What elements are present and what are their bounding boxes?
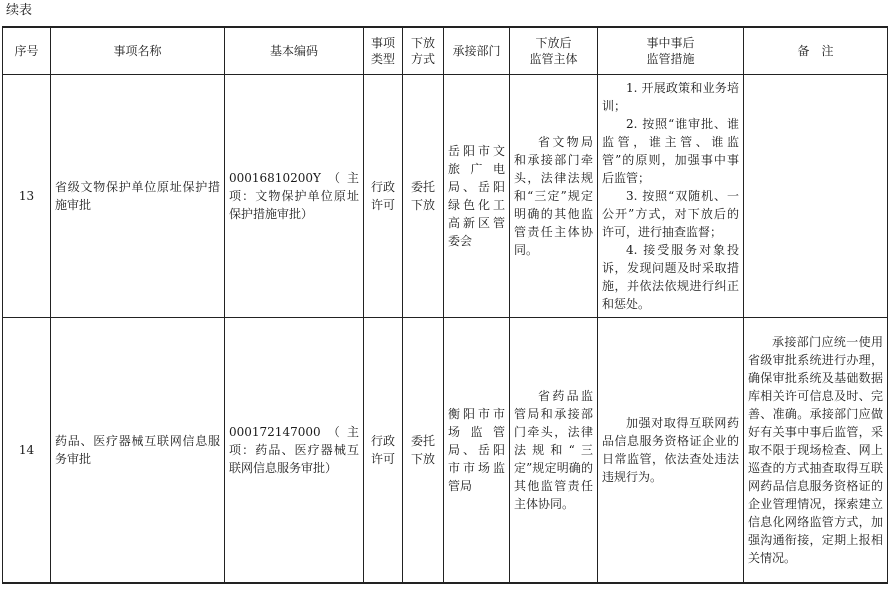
row-remark <box>744 75 888 318</box>
header-delegation-mode <box>403 27 444 75</box>
table-header-row <box>3 27 888 75</box>
row-supervision-subject: 省药品监管局和承接部门牵头，法律法规和“三定”规定明确的其他监管责任主体协同。 <box>510 318 598 584</box>
row-delegation-mode: 委托下放 <box>403 75 444 318</box>
row-basic-code: 00016810200Y（主项：文物保护单位原址保护措施审批） <box>225 75 364 318</box>
measure-item: 2. 按照“谁审批、谁监管，谁主管、谁监管”的原则，加强事中事后监管； <box>602 117 739 185</box>
header-delegation-mode-line2: 方式 <box>410 52 435 66</box>
header-supervision-subject <box>510 27 598 75</box>
header-remark: 备 注 <box>744 27 888 75</box>
header-supervision-subject-line1: 下放后 <box>535 36 572 50</box>
measure-item: 4. 接受服务对象投诉，发现问题及时采取措施，并依法依规进行纠正和惩处。 <box>602 243 739 311</box>
header-supervision-subject-line2: 监管主体 <box>529 52 578 66</box>
measure-item: 加强对取得互联网药品信息服务资格证企业的日常监管，依法查处违法违规行为。 <box>602 416 739 484</box>
row-supervision-measures <box>598 318 744 584</box>
row-remark: 承接部门应统一使用省级审批系统进行办理，确保审批系统及基础数据库相关许可信息及时、完善、准确。承接部门应做好有关事中事后监管，采取不限于现场检查、网上巡查的方式抽查取得互联网药品信息服务资格证的企业管理情况，探索建立信息化网络监管方式，加强沟通衔接，定期上报相关情况。 <box>744 318 888 584</box>
header-delegation-mode-line1: 下放 <box>410 36 435 50</box>
row-delegation-mode: 委托下放 <box>403 318 444 584</box>
header-item-type-line1: 事项 <box>370 36 395 50</box>
row-receiving-dept: 衡阳市市场监管局、岳阳市市场监管局 <box>444 318 510 584</box>
header-seq: 序号 <box>3 27 51 75</box>
row-item-name: 药品、医疗器械互联网信息服务审批 <box>51 318 225 584</box>
measure-item: 3. 按照“双随机、一公开”方式，对下放后的许可，进行抽查监督； <box>602 189 739 239</box>
table-row <box>3 75 888 318</box>
row-receiving-dept: 岳阳市文旅广电局、岳阳绿色化工高新区管委会 <box>444 75 510 318</box>
header-basic-code: 基本编码 <box>225 27 364 75</box>
header-supervision-measures-line2: 监管措施 <box>646 52 695 66</box>
row-supervision-measures <box>598 75 744 318</box>
header-receiving-dept: 承接部门 <box>444 27 510 75</box>
row-basic-code: 000172147000（主项：药品、医疗器械互联网信息服务审批） <box>225 318 364 584</box>
measure-item: 1. 开展政策和业务培训； <box>602 81 739 113</box>
row-item-type: 行政许可 <box>364 318 403 584</box>
header-supervision-measures <box>598 27 744 75</box>
header-supervision-measures-line1: 事中事后 <box>646 36 695 50</box>
row-item-name: 省级文物保护单位原址保护措施审批 <box>51 75 225 318</box>
approval-items-table <box>2 26 888 584</box>
continued-table-caption: 续表 <box>6 3 33 18</box>
row-seq: 13 <box>3 75 51 318</box>
header-item-name: 事项名称 <box>51 27 225 75</box>
header-item-type <box>364 27 403 75</box>
row-seq: 14 <box>3 318 51 584</box>
row-supervision-subject: 省文物局和承接部门牵头，法律法规和“三定”规定明确的其他监管责任主体协同。 <box>510 75 598 318</box>
row-item-type: 行政许可 <box>364 75 403 318</box>
table-row <box>3 318 888 584</box>
header-item-type-line2: 类型 <box>370 52 395 66</box>
